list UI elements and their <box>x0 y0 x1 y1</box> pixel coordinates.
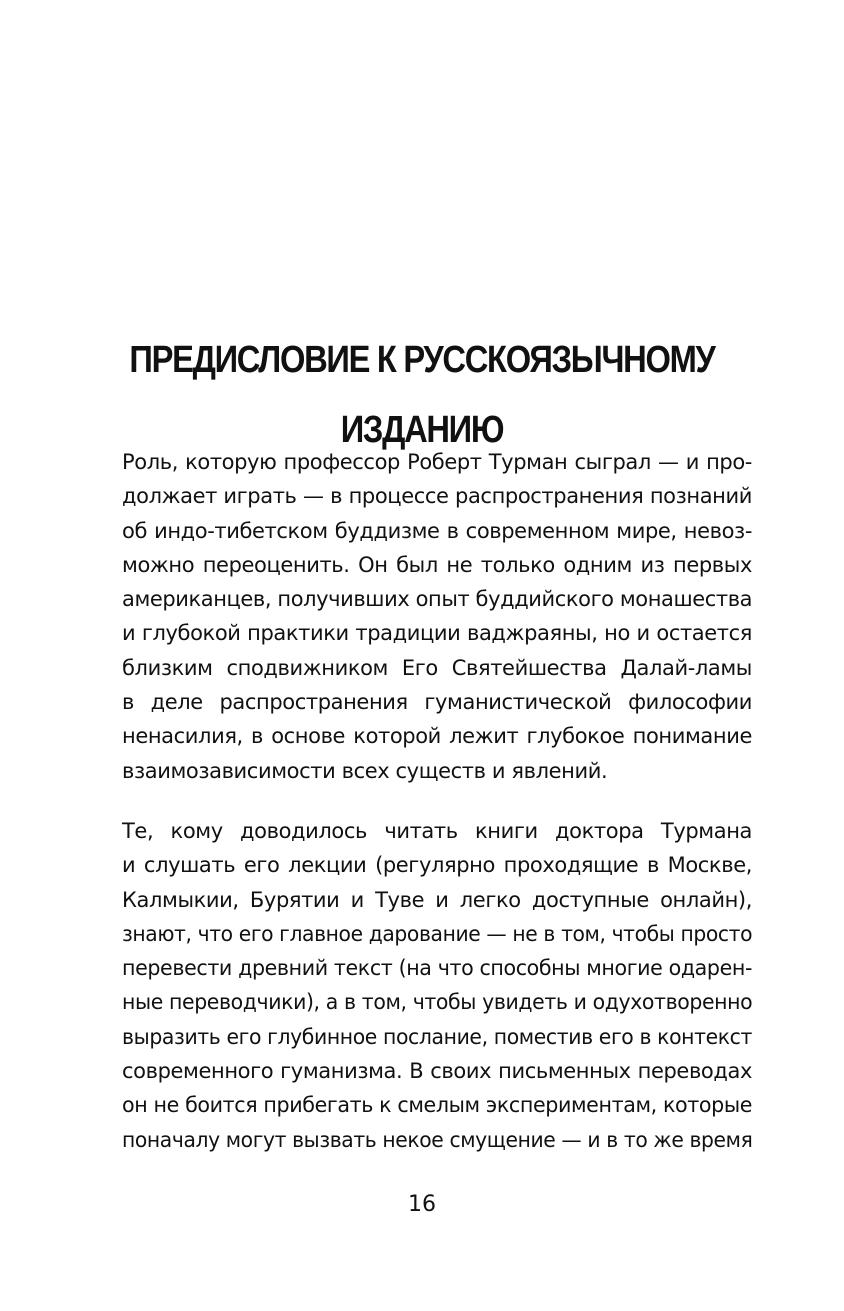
text-line: Роль, которую профессор Роберт Турман сыграл — и про- <box>122 450 752 474</box>
chapter-title-line-2: ИЗДАНИЮ <box>340 409 504 452</box>
text-line: можно переоценить. Он был не только одним из первых <box>122 552 752 577</box>
text-line: выразить его глубинное послание, поместив его в контекст <box>122 1024 752 1049</box>
text-line: ненасилия, в основе которой лежит глубокое понимание <box>122 724 752 749</box>
text-line: он не боится прибегать к смелым экспериментам, которые <box>122 1093 753 1118</box>
text-line: американцев, получивших опыт буддийского монашества <box>122 587 753 612</box>
text-line: современного гуманизма. В своих письменных переводах <box>122 1059 752 1084</box>
text-line: поначалу могут вызвать некое смущение — и в то же время <box>122 1127 753 1152</box>
text-line: Те, кому доводилось читать книги доктора Турмана <box>122 819 752 843</box>
text-line: знают, что его главное дарование — не в том, чтобы просто <box>122 921 753 946</box>
text-line: и глубокой практики традиции ваджраяны, но и остается <box>122 621 752 646</box>
paragraph-2 <box>122 814 752 1157</box>
text-line: близким сподвижником Его Святейшества Далай-ламы <box>122 655 752 680</box>
text-line: Калмыкии, Бурятии и Туве и легко доступные онлайн), <box>122 887 752 912</box>
text-line: должает играть — в процессе распространения познаний <box>122 484 752 509</box>
paragraph-1 <box>122 445 752 788</box>
page-number: 16 <box>408 1192 436 1217</box>
text-line: об индо-тибетском буддизме в современном мире, невоз- <box>122 518 752 543</box>
text-line: и слушать его лекции (регулярно проходящие в Москве, <box>122 853 752 878</box>
text-line: в деле распространения гуманистической философии <box>122 690 752 715</box>
text-line: взаимозависимости всех существ и явлений. <box>122 758 608 783</box>
chapter-title-line-1: ПРЕДИСЛОВИЕ К РУССКОЯЗЫЧНОМУ <box>129 339 715 382</box>
text-line: ные переводчики), а в том, чтобы увидеть и одухотворенно <box>122 990 753 1015</box>
text-line: перевести древний текст (на что способны многие одарен- <box>122 956 753 981</box>
